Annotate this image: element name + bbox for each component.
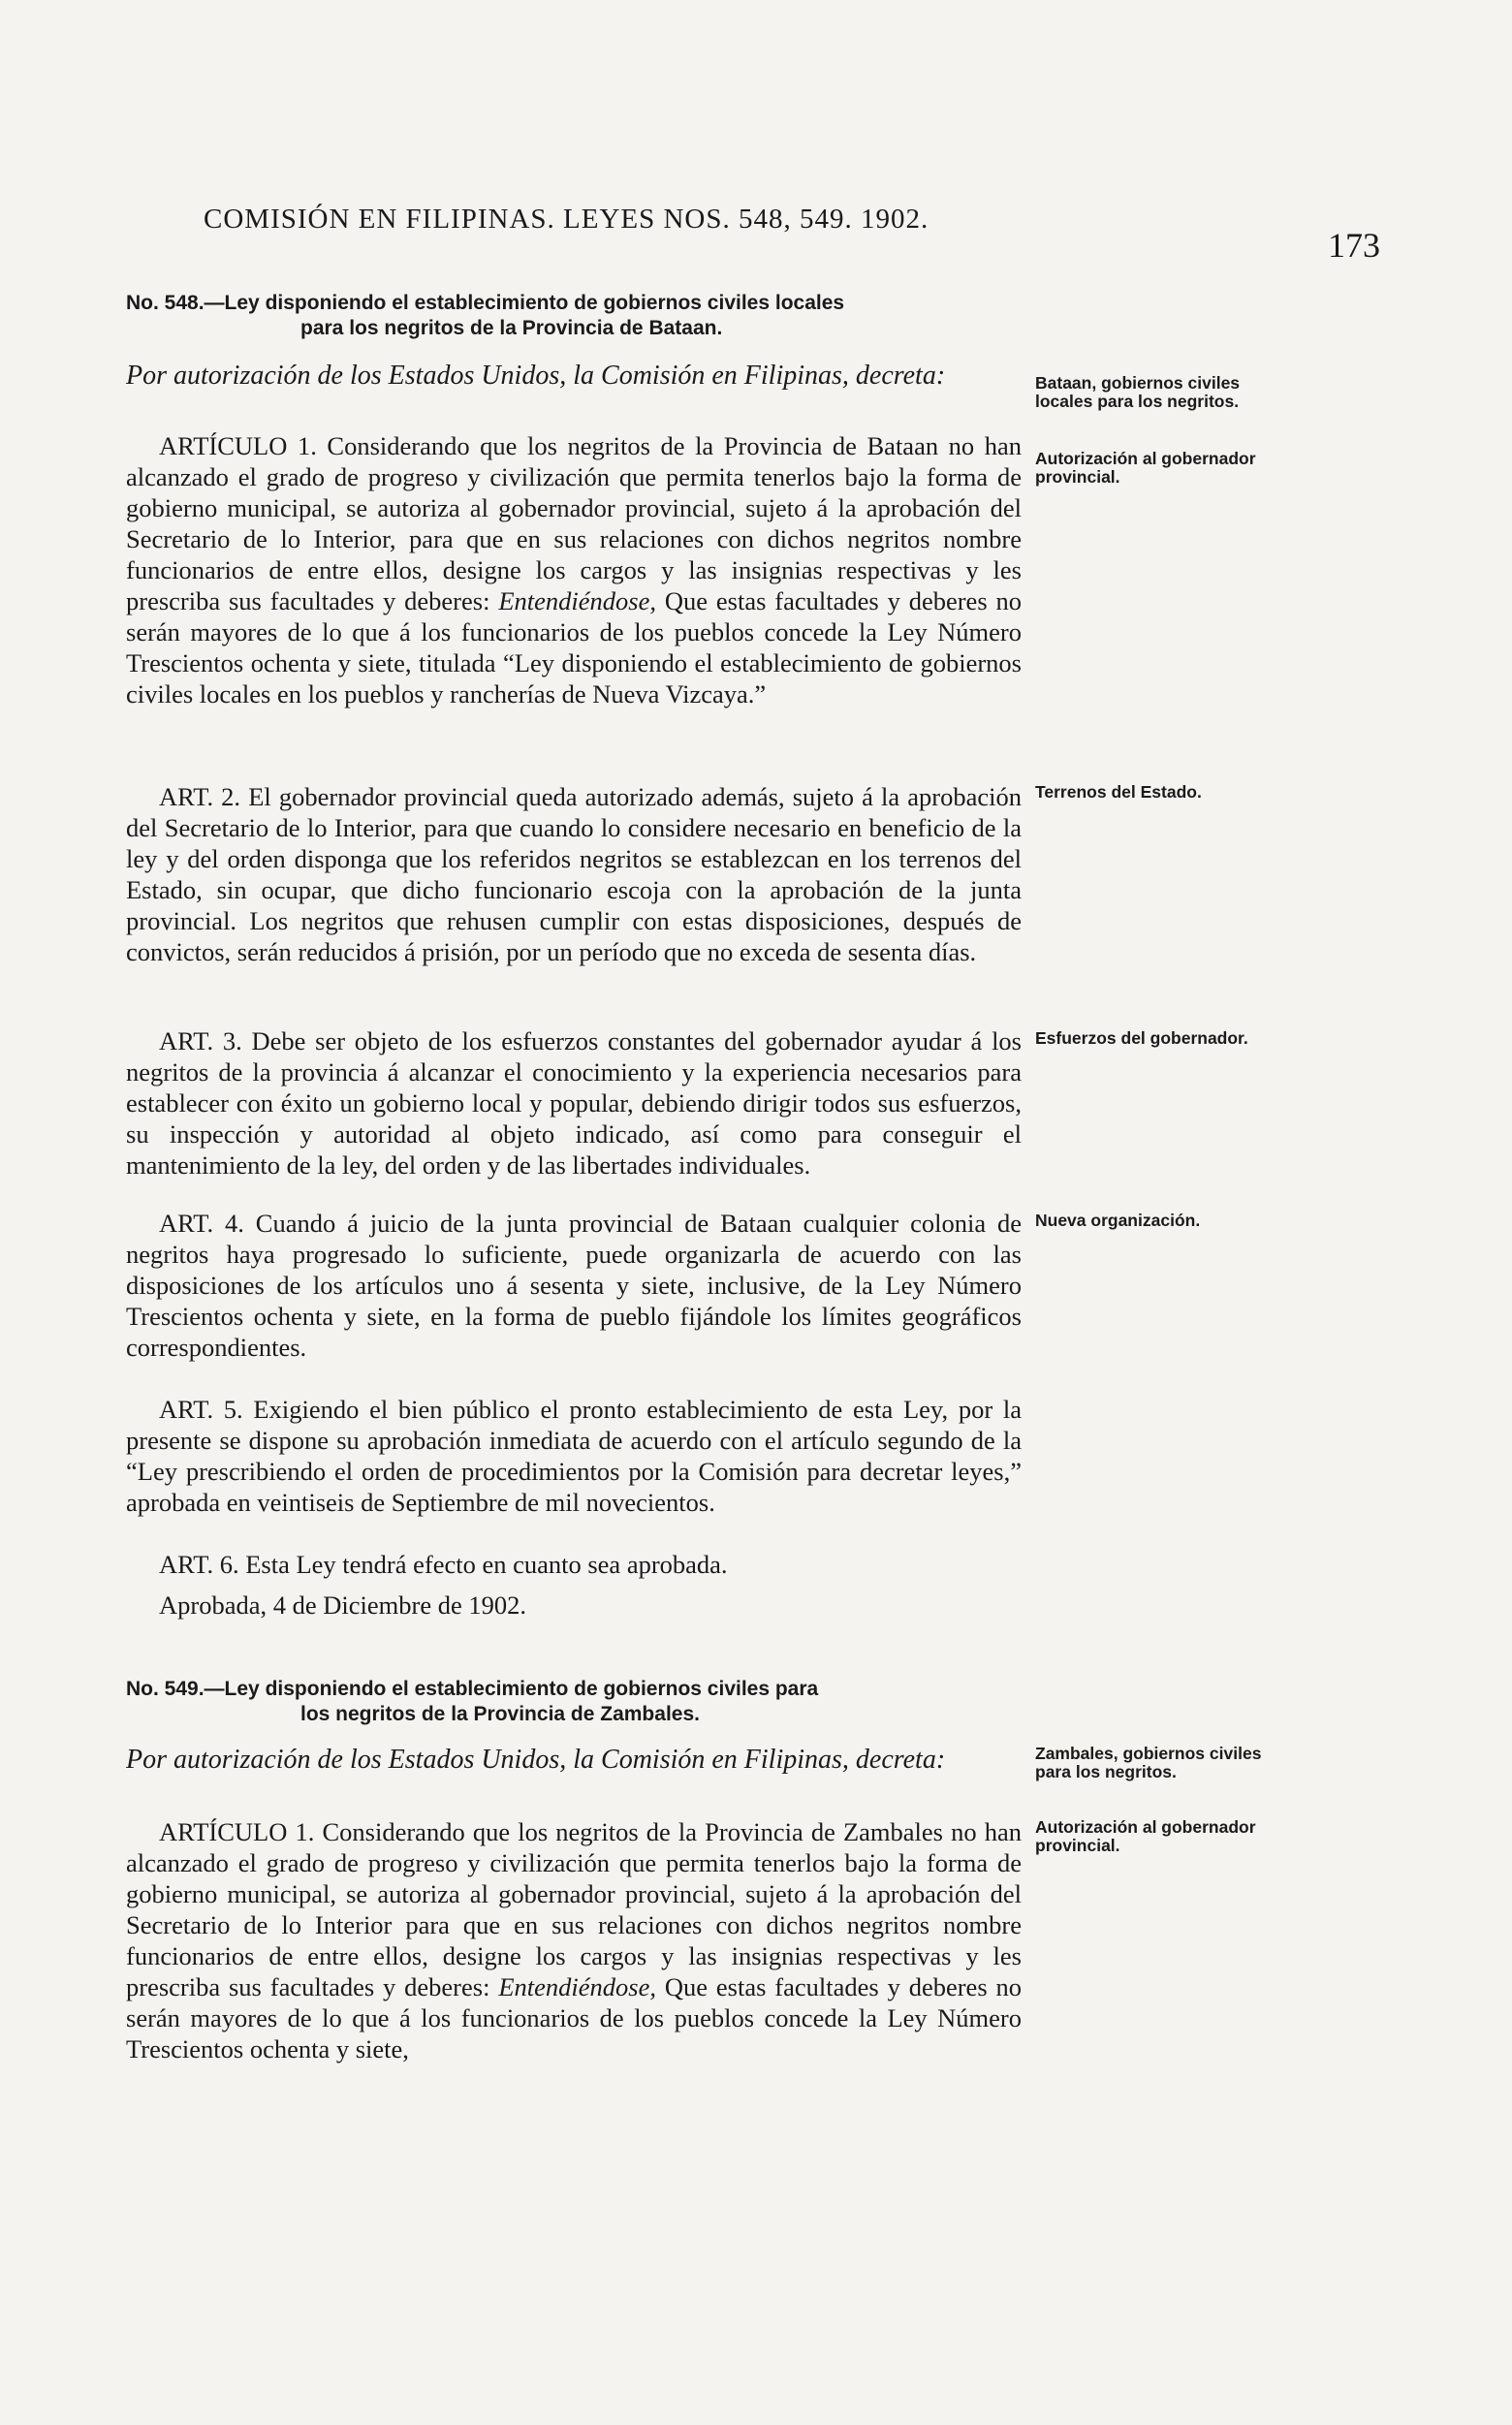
article-heading: ART. 6. <box>159 1550 239 1579</box>
page-number: 173 <box>1328 226 1380 265</box>
article-heading: ART. 2. <box>159 782 241 811</box>
law-549-number: No. 549. <box>126 1678 205 1700</box>
law-548-article-3: ART. 3. Debe ser objeto de los esfuerzos constantes del gobernador ayudar á los negritos de la provincia á alcanzar el conocimiento y la experiencia necesarios para establecer con éxito un gobierno local y popular, debiendo dirigir todos sus esfuerzos, su inspección y autoridad al objeto indicado, así como para conseguir el mantenimiento de la ley, del orden y de las libertades individuales. <box>126 1026 1022 1180</box>
article-heading: ARTÍCULO 1. <box>159 431 317 460</box>
law-548-approval: Aprobada, 4 de Diciembre de 1902. <box>159 1590 526 1620</box>
law-548-authority: Por autorización de los Estados Unidos, la Comisión en Filipinas, decreta: <box>126 361 946 391</box>
law-548-article-1: ARTÍCULO 1. Considerando que los negritos de la Provincia de Bataan no han alcanzado el grado de progreso y civilización que permita tenerlos bajo la forma de gobierno municipal, se autoriza al gobernador provincial, sujeto á la aprobación del Secretario de lo Interior, para que en sus relaciones con dichos negritos nombre funcionarios de entre ellos, designe los cargos y las insignias respectivas y les prescriba sus facultades y deberes: Entendiéndose, Que estas facultades y deberes no serán mayores de lo que á los funcionarios de los pueblos concede la Ley Número Trescientos ochenta y siete, titulada “Ley disponiendo el establecimiento de gobiernos civiles locales en los pueblos y rancherías de Nueva Vizcaya.” <box>126 431 1023 709</box>
article-heading: ART. 4. <box>159 1209 244 1238</box>
law-548-article-2: ART. 2. El gobernador provincial queda autorizado además, sujeto á la aprobación del Secretario de lo Interior, para que cuando lo considere necesario en beneficio de la ley y del orden disponga que los referidos negritos se establezcan en los terrenos del Estado, sin ocupar, que dicho funcionario escoja con la aprobación de la junta provincial. Los negritos que rehusen cumplir con estas disposiciones, después de convictos, serán reducidos á prisión, por un período que no exceda de sesenta días. <box>126 782 1023 966</box>
margin-note-autorizacion-2: Autorización al gobernador provincial. <box>1035 1817 1256 1855</box>
margin-note-nueva-organizacion: Nueva organización. <box>1035 1211 1201 1230</box>
law-548-title-line2: para los negritos de la Provincia de Bataan. <box>300 317 723 339</box>
law-548-article-6: ART. 6. Esta Ley tendrá efecto en cuanto sea aprobada. <box>159 1550 728 1579</box>
article-heading: ARTÍCULO 1. <box>159 1817 315 1846</box>
margin-note-esfuerzos: Esfuerzos del gobernador. <box>1035 1028 1248 1048</box>
law-549-title <box>126 1677 1022 1727</box>
margin-note-bataan: Bataan, gobiernos civiles locales para los negritos. <box>1035 373 1241 411</box>
margin-note-terrenos: Terrenos del Estado. <box>1035 782 1202 802</box>
law-548-title-line1: —Ley disponiendo el establecimiento de gobiernos civiles locales <box>204 292 845 314</box>
law-549-authority: Por autorización de los Estados Unidos, la Comisión en Filipinas, decreta: <box>126 1745 946 1775</box>
law-549-article-1: ARTÍCULO 1. Considerando que los negritos de la Provincia de Zambales no han alcanzado el grado de progreso y civilización que permita tenerlos bajo la forma de gobierno municipal, se autoriza al gobernador provincial, sujeto á la aprobación del Secretario de lo Interior para que en sus relaciones con dichos negritos nombre funcionarios de entre ellos, designe los cargos y las insignias respectivas y les prescriba sus facultades y deberes: Entendiéndose, Que estas facultades y deberes no serán mayores de lo que á los funcionarios de los pueblos concede la Ley Número Trescientos ochenta y siete, <box>126 1817 1023 2063</box>
law-548-article-5: ART. 5. Exigiendo el bien público el pronto establecimiento de esta Ley, por la presente se dispone su aprobación inmediata de acuerdo con el artículo segundo de la “Ley prescribiendo el orden de procedimientos por la Comisión para decretar leyes,” aprobada en veintiseis de Septiembre de mil novecientos. <box>126 1395 1022 1517</box>
law-548-article-4: ART. 4. Cuando á juicio de la junta provincial de Bataan cualquier colonia de negritos haya progresado lo suficiente, puede organizarla de acuerdo con las disposiciones de los artículos uno á sesenta y siete, inclusive, de la Ley Número Trescientos ochenta y siete, en la forma de pueblo fijándole los límites geográficos correspondientes. <box>126 1209 1022 1362</box>
law-548-number: No. 548. <box>126 292 205 314</box>
running-head: COMISIÓN EN FILIPINAS. LEYES NOS. 548, 549. 1902. <box>204 204 929 235</box>
law-548-title <box>126 291 1022 341</box>
margin-note-autorizacion: Autorización al gobernador provincial. <box>1035 449 1256 487</box>
law-549-title-line1: —Ley disponiendo el establecimiento de gobiernos civiles para <box>204 1678 819 1700</box>
article-heading: ART. 3. <box>159 1026 242 1055</box>
article-heading: ART. 5. <box>159 1395 243 1424</box>
margin-note-zambales: Zambales, gobiernos civiles para los negritos. <box>1035 1744 1262 1781</box>
law-549-title-line2: los negritos de la Provincia de Zambales. <box>300 1703 700 1725</box>
